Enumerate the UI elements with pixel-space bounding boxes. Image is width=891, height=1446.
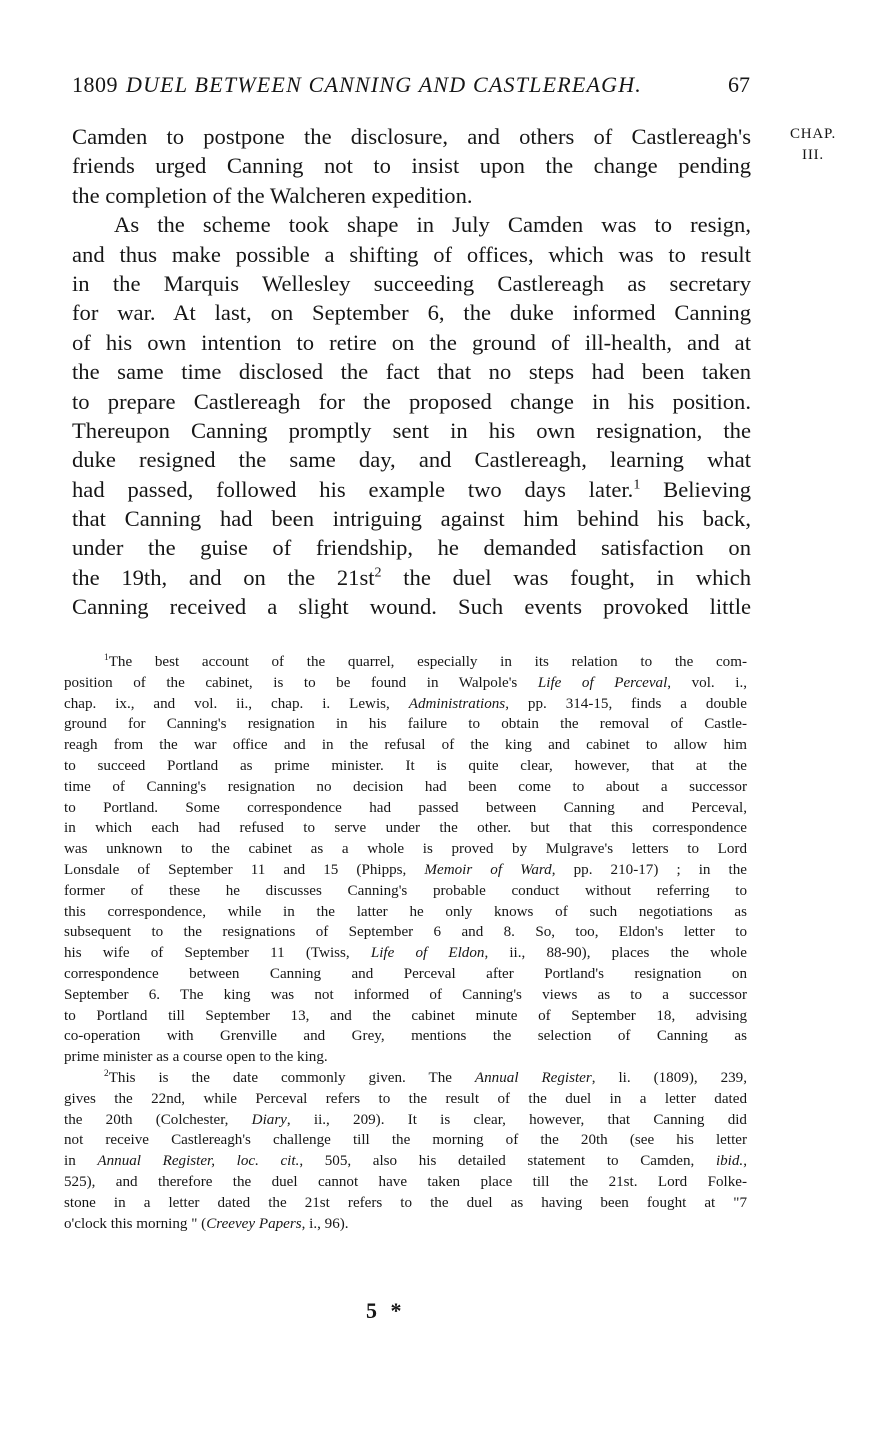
footnote-text: , pp. 210-17) ; in the: [551, 861, 747, 878]
body-line: Canning received a slight wound. Such events provoked little: [72, 594, 751, 620]
footnote-text: in: [64, 1153, 98, 1170]
running-head: [72, 70, 762, 100]
footnote-line: [64, 943, 747, 964]
body-line: to prepare Castlereagh for the proposed change in his position.: [72, 388, 751, 414]
footnote-line: to succeed Portland as prime minister. It is quite clear, however, that at the: [64, 757, 747, 774]
footnote-text: The best account of the quarrel, especially in its relation to the com-: [108, 654, 747, 670]
footnote-line: [64, 1151, 747, 1172]
body-line: that Canning had been intriguing against him behind his back,: [72, 506, 751, 532]
footnote-text: ,: [743, 1153, 747, 1170]
body-line: the same time disclosed the fact that no steps had been taken: [72, 359, 751, 385]
footnote-citation: Life of Perceval: [537, 674, 668, 691]
running-head-year: 1809: [72, 72, 118, 97]
footnotes: [64, 652, 747, 1234]
footnote-line: reagh from the war office and in the refusal of the king and cabinet to allow him: [64, 737, 747, 754]
body-line: As the scheme took shape in July Camden was to resign,: [114, 212, 751, 238]
footnote-line: to Portland till September 13, and the cabinet minute of September 18, advising: [64, 1007, 747, 1024]
footnote-text: , ii., 88-90), places the whole: [484, 945, 747, 962]
footnote-line: [64, 1068, 747, 1089]
footnote-line: to Portland. Some correspondence had passed between Canning and Perceval,: [64, 799, 747, 816]
footnote-citation: Memoir of Ward: [424, 861, 552, 878]
body-line: in the Marquis Wellesley succeeding Castlereagh as secretary: [72, 270, 751, 296]
footnote-text: o'clock this morning " (: [64, 1215, 207, 1232]
body-line-part: had passed, followed his example two days later.: [72, 476, 634, 502]
footnote-text: , pp. 314-15, finds a double: [505, 695, 748, 712]
footnote-ref-1: 1: [633, 477, 641, 493]
footnote-citation: Life of Eldon: [370, 945, 485, 962]
footnote-text: position of the cabinet, is to be found in Walpole's: [64, 674, 538, 691]
body-line: duke resigned the same day, and Castlereagh, learning what: [72, 447, 751, 473]
footnote-line: 525), and therefore the duel cannot have taken place till the 21st. Lord Folke-: [64, 1173, 747, 1190]
footnote-line: [64, 860, 747, 881]
body-line-part: Believing: [663, 476, 751, 502]
footnote-text: , i., 96).: [301, 1215, 349, 1232]
footnote-line: stone in a letter dated the 21st refers to the duel as having been fought at "7: [64, 1194, 747, 1211]
footnote-line: time of Canning's resignation no decision had been come to about a successor: [64, 778, 747, 795]
footnote-line: co-operation with Grenville and Grey, mentions the selection of Canning as: [64, 1028, 747, 1045]
footnote-line: this correspondence, while in the latter he only knows of such negotiations as: [64, 903, 747, 920]
footnote-citation: Creevey Papers: [206, 1215, 302, 1232]
page-number: 67: [728, 72, 750, 97]
footnote-citation: Diary: [251, 1111, 287, 1128]
body-line: [72, 475, 751, 504]
footnote-line: [64, 673, 747, 694]
footnote-text: , 505, also his detailed statement to Camden,: [299, 1153, 716, 1170]
footnote-line: [64, 694, 747, 715]
signature-mark: 5 *: [366, 1298, 406, 1323]
body-line-part: the 19th, and on the 21st: [72, 564, 375, 590]
footnote-line: [64, 1214, 747, 1235]
footnote-line: was unknown to the cabinet as a whole is proved by Mulgrave's letters to Lord: [64, 841, 747, 858]
footnote-line: September 6. The king was not informed of Canning's views as to a successor: [64, 986, 747, 1003]
footnote-text: Lonsdale of September 11 and 15 (Phipps,: [64, 861, 425, 878]
footnote-line: not receive Castlereagh's challenge till the morning of the 20th (see his letter: [64, 1132, 747, 1149]
footnote-citation: Administrations: [408, 695, 506, 712]
body-line: under the guise of friendship, he demanded satisfaction on: [72, 535, 751, 561]
footnote-line: former of these he discusses Canning's probable conduct without referring to: [64, 882, 747, 899]
body-line: Thereupon Canning promptly sent in his own resignation, the: [72, 417, 751, 443]
footnote-ref-2: 2: [374, 565, 382, 581]
footnote-citation: Annual Register, loc. cit.: [97, 1153, 300, 1170]
footnote-text: the 20th (Colchester,: [64, 1111, 252, 1128]
running-head-title: DUEL BETWEEN CANNING AND CASTLEREAGH.: [126, 72, 643, 97]
footnote-text: This is the date commonly given. The: [108, 1069, 475, 1086]
body-line: [72, 563, 751, 592]
footnote-text: , li. (1809), 239,: [591, 1069, 747, 1086]
footnote-line: subsequent to the resignations of September 6 and 8. So, too, Eldon's letter to: [64, 924, 747, 941]
body-line-part: the duel was fought, in which: [403, 564, 751, 590]
chapter-margin-note: [773, 124, 853, 166]
footnote-text: chap. ix., and vol. ii., chap. i. Lewis,: [64, 695, 409, 712]
body-text: [72, 122, 751, 622]
body-line: of his own intention to retire on the ground of ill-health, and at: [72, 329, 751, 355]
footnote-citation: ibid.: [715, 1153, 744, 1170]
footnote-text: his wife of September 11 (Twiss,: [64, 945, 371, 962]
footnote-marker-1: 1: [104, 652, 109, 663]
body-line: friends urged Canning not to insist upon the change pending: [72, 153, 751, 179]
body-line: the completion of the Walcheren expedition.: [72, 182, 473, 208]
footnote-line: gives the 22nd, while Perceval refers to the result of the duel in a letter dated: [64, 1090, 747, 1107]
footnote-line: prime minister as a course open to the king.: [64, 1049, 328, 1066]
body-line: Camden to postpone the disclosure, and others of Castlereagh's: [72, 124, 751, 149]
footnote-citation: Annual Register: [474, 1069, 592, 1086]
footnote-line: ground for Canning's resignation in his failure to obtain the removal of Castle-: [64, 716, 747, 733]
body-line: and thus make possible a shifting of offices, which was to result: [72, 241, 751, 267]
footnote-line: correspondence between Canning and Perceval after Portland's resignation on: [64, 965, 747, 982]
body-line: for war. At last, on September 6, the duke informed Canning: [72, 300, 751, 326]
chapter-label: CHAP.: [789, 126, 837, 142]
footnote-line: [64, 652, 747, 673]
chapter-number: III.: [802, 147, 824, 163]
footnote-marker-2: 2: [104, 1068, 109, 1079]
footnote-text: , vol. i.,: [667, 674, 747, 691]
footnote-line: in which each had refused to serve under the other. but that this correspondence: [64, 820, 747, 837]
footnote-text: , ii., 209). It is clear, however, that Canning did: [286, 1111, 747, 1128]
footnote-line: [64, 1110, 747, 1131]
